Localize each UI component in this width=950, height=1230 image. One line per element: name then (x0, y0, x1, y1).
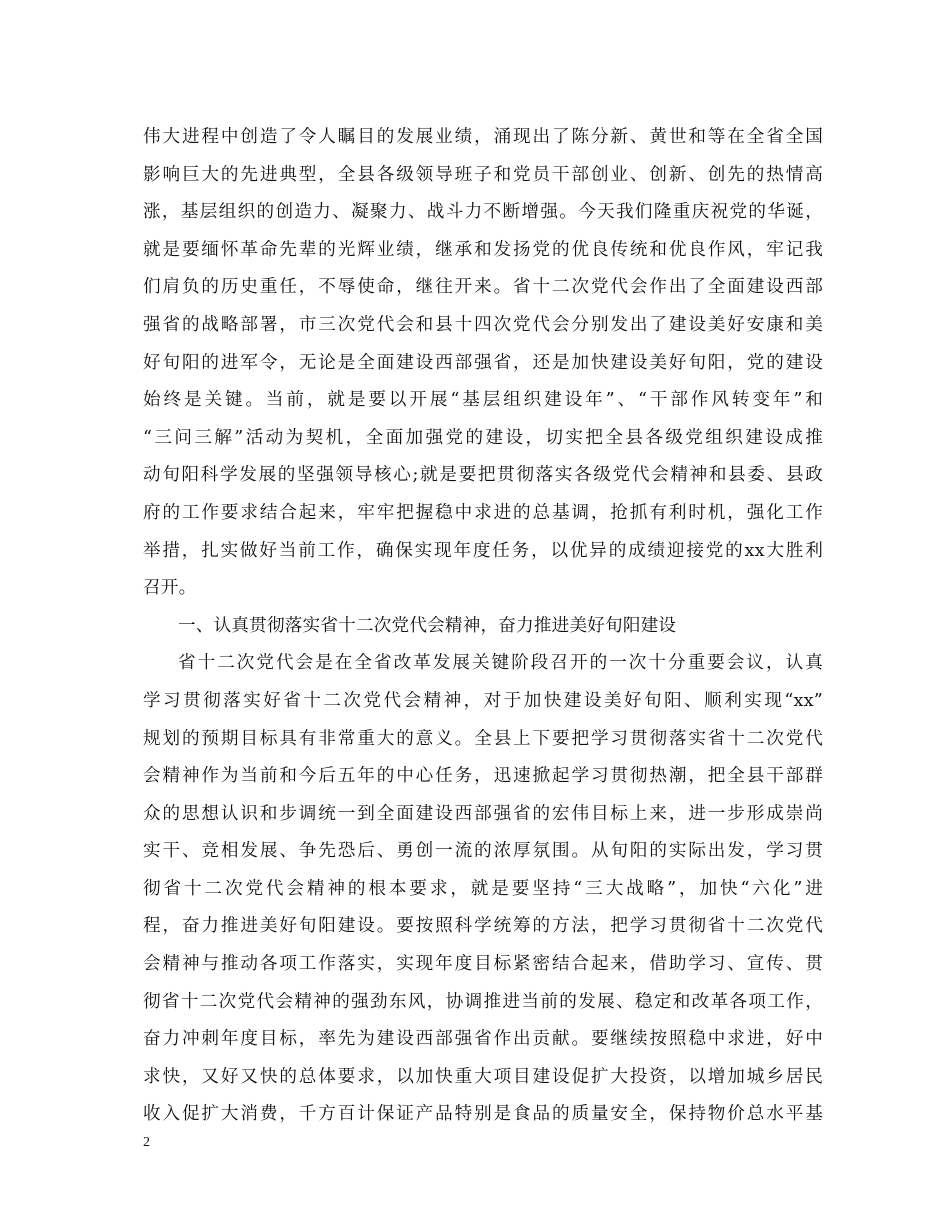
body-text (143, 119, 823, 1134)
text-line: 举措，扎实做好当前工作，确保实现年度任务，以优异的成绩迎接党的xx大胜利 (143, 540, 823, 561)
text-line: 召开。 (143, 578, 197, 599)
text-line: 程，奋力推进美好旬阳建设。要按照科学统筹的方法，把学习贯彻省十二次党代 (143, 916, 823, 937)
text-line: 好旬阳的进军令，无论是全面建设西部强省，还是加快建设美好旬阳，党的建设 (143, 352, 823, 373)
text-line: 涨，基层组织的创造力、凝聚力、战斗力不断增强。今天我们隆重庆祝党的华诞， (143, 202, 823, 223)
text-line: 会精神与推动各项工作落实，实现年度目标紧密结合起来，借助学习、宣传、贯 (143, 954, 823, 975)
text-line: 实干、竞相发展、争先恐后、勇创一流的浓厚氛围。从旬阳的实际出发，学习贯 (143, 841, 823, 862)
text-line: 动旬阳科学发展的坚强领导核心;就是要把贯彻落实各级党代会精神和县委、县政 (143, 465, 823, 486)
text-line: 们肩负的历史重任，不辱使命，继往开来。省十二次党代会作出了全面建设西部 (143, 277, 823, 298)
text-line: 彻省十二次党代会精神的根本要求，就是要坚持“三大战略”，加快“六化”进 (143, 878, 823, 899)
text-line: 就是要缅怀革命先辈的光辉业绩，继承和发扬党的优良传统和优良作风，牢记我 (143, 239, 823, 260)
section-heading: 一、认真贯彻落实省十二次党代会精神，奋力推进美好旬阳建设 (178, 615, 677, 636)
text-line: “三问三解”活动为契机，全面加强党的建设，切实把全县各级党组织建设成推 (143, 427, 823, 448)
text-line: 省十二次党代会是在全省改革发展关键阶段召开的一次十分重要会议，认真 (178, 653, 823, 674)
text-line: 众的思想认识和步调统一到全面建设西部强省的宏伟目标上来，进一步形成崇尚 (143, 803, 823, 824)
text-line: 学习贯彻落实好省十二次党代会精神，对于加快建设美好旬阳、顺利实现“xx” (143, 690, 823, 711)
text-line: 收入促扩大消费，千方百计保证产品特别是食品的质量安全，保持物价总水平基 (143, 1104, 823, 1125)
text-line: 伟大进程中创造了令人瞩目的发展业绩，涌现出了陈分新、黄世和等在全省全国 (143, 127, 823, 147)
text-line: 求快，又好又快的总体要求，以加快重大项目建设促扩大投资，以增加城乡居民 (143, 1066, 823, 1087)
text-line: 彻省十二次党代会精神的强劲东风，协调推进当前的发展、稳定和改革各项工作， (143, 991, 823, 1012)
text-line: 强省的战略部署，市三次党代会和县十四次党代会分别发出了建设美好安康和美 (143, 314, 823, 335)
text-line: 会精神作为当前和今后五年的中心任务，迅速掀起学习贯彻热潮，把全县干部群 (143, 766, 823, 787)
page-number: 2 (143, 1135, 150, 1150)
text-line: 始终是关键。当前，就是要以开展“基层组织建设年”、“干部作风转变年”和 (143, 390, 823, 411)
text-line: 规划的预期目标具有非常重大的意义。全县上下要把学习贯彻落实省十二次党代 (143, 728, 823, 749)
text-line: 奋力冲刺年度目标，率先为建设西部强省作出贡献。要继续按照稳中求进，好中 (143, 1029, 823, 1050)
text-line: 府的工作要求结合起来，牢牢把握稳中求进的总基调，抢抓有利时机，强化工作 (143, 502, 823, 523)
text-line: 影响巨大的先进典型，全县各级领导班子和党员干部创业、创新、创先的热情高 (143, 164, 823, 185)
